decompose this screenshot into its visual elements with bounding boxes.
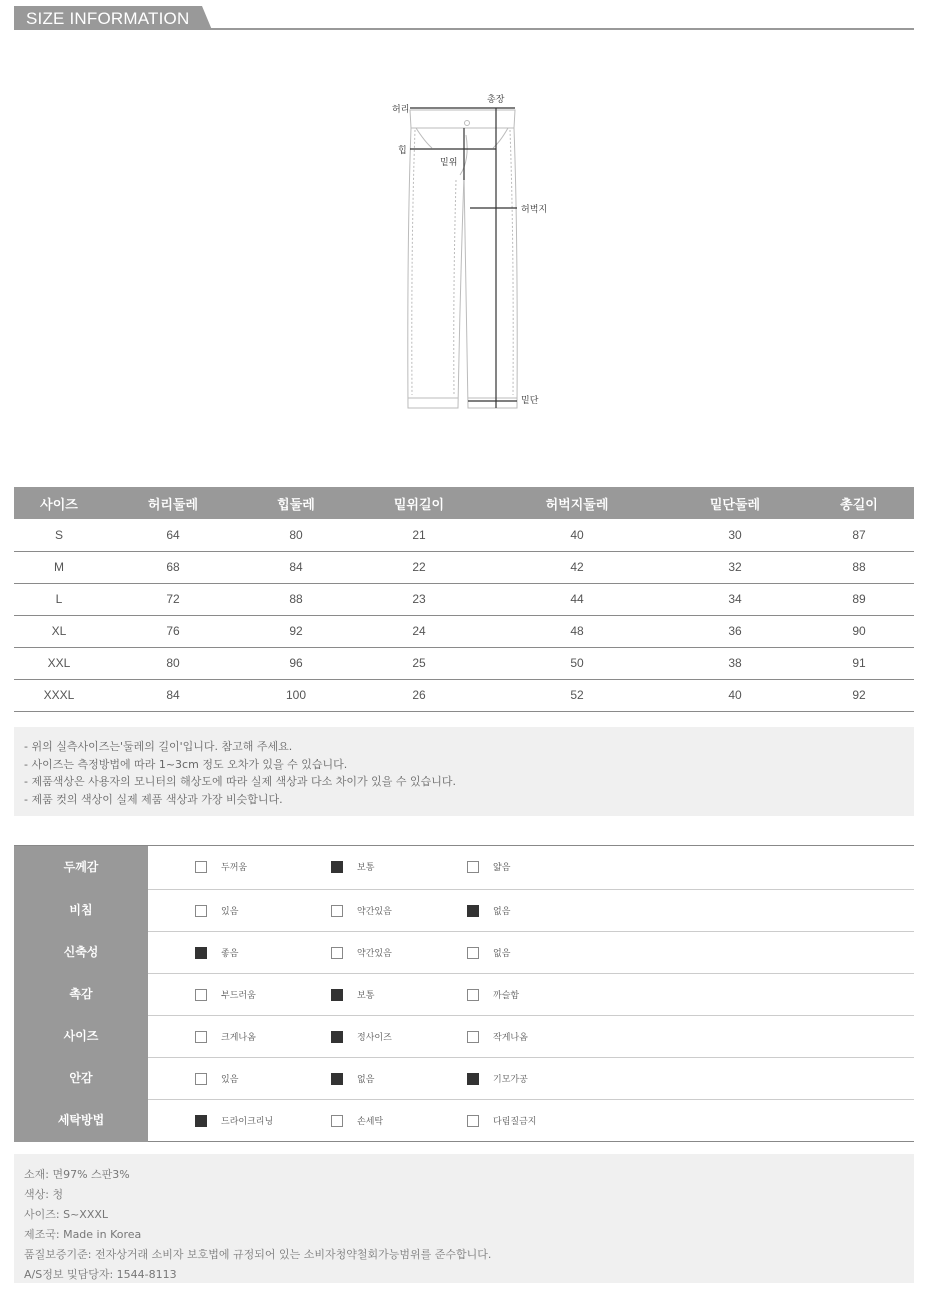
table-cell: 36 <box>666 615 804 647</box>
feature-option <box>195 1114 273 1127</box>
option-label: 작게나옴 <box>493 1033 528 1043</box>
info-origin: 제조국: Made in Korea <box>24 1228 142 1241</box>
table-cell: 80 <box>104 647 242 679</box>
info-warranty: 품질보증기준: 전자상거래 소비자 보호법에 규정되어 있는 소비자청약철회가능범위를 준수합니다. <box>24 1248 492 1261</box>
table-cell: XXXL <box>14 679 104 711</box>
table-cell: 76 <box>104 615 242 647</box>
option-label: 약간있음 <box>357 907 392 917</box>
option-label: 보통 <box>357 991 375 1001</box>
checkbox <box>467 1031 479 1043</box>
total-length-label: 총장 <box>487 95 505 105</box>
table-cell: 26 <box>350 679 488 711</box>
right-leg-shape <box>464 128 517 408</box>
thigh-label: 허벅지 <box>521 205 548 215</box>
option-label: 두꺼움 <box>221 863 248 873</box>
feature-option <box>331 904 392 917</box>
product-info-box <box>14 1154 914 1283</box>
table-cell: 87 <box>804 519 914 551</box>
col-header-rise: 밑위길이 <box>350 487 488 519</box>
note-line: - 제품 컷의 색상이 실제 제품 색상과 가장 비슷합니다. <box>24 792 283 806</box>
checkbox <box>331 1031 343 1043</box>
waistband-shape <box>410 110 515 128</box>
feature-row-sheerness <box>14 889 914 931</box>
feature-option <box>331 1114 383 1127</box>
option-label: 부드러움 <box>221 991 256 1001</box>
option-label: 까슬함 <box>493 991 520 1001</box>
checkbox <box>195 905 207 917</box>
feature-row-texture <box>14 973 914 1015</box>
info-material: 소재: 면97% 스판3% <box>24 1168 130 1181</box>
table-row <box>14 615 914 647</box>
feature-option <box>467 1030 528 1043</box>
feature-option <box>467 946 510 959</box>
option-label: 다림질금지 <box>493 1117 537 1127</box>
table-cell: 91 <box>804 647 914 679</box>
info-color: 색상: 청 <box>24 1188 64 1201</box>
checkbox <box>331 989 343 1001</box>
feature-option <box>467 1114 536 1127</box>
table-cell: S <box>14 519 104 551</box>
feature-label: 사이즈 <box>14 1015 148 1058</box>
feature-option <box>195 860 247 873</box>
rise-label: 밑위 <box>440 158 458 168</box>
feature-option <box>467 1072 528 1085</box>
option-label: 있음 <box>221 1075 239 1085</box>
table-row <box>14 679 914 711</box>
table-cell: 21 <box>350 519 488 551</box>
feature-label: 두께감 <box>14 846 148 889</box>
checkbox <box>195 1073 207 1085</box>
feature-row-fit <box>14 1015 914 1057</box>
table-cell: 30 <box>666 519 804 551</box>
size-table-header-row <box>14 487 914 519</box>
table-cell: 89 <box>804 583 914 615</box>
header-underline <box>14 28 914 30</box>
table-cell: 88 <box>804 551 914 583</box>
feature-option <box>467 860 510 873</box>
table-cell: L <box>14 583 104 615</box>
table-row <box>14 647 914 679</box>
option-label: 보통 <box>357 863 375 873</box>
table-row <box>14 551 914 583</box>
product-features-table <box>14 845 914 1142</box>
checkbox <box>467 1115 479 1127</box>
size-notes-box <box>14 727 914 816</box>
checkbox <box>331 947 343 959</box>
table-row <box>14 519 914 551</box>
table-cell: 90 <box>804 615 914 647</box>
table-cell: 64 <box>104 519 242 551</box>
table-cell: 92 <box>242 615 350 647</box>
option-label: 정사이즈 <box>357 1033 392 1043</box>
table-cell: 40 <box>488 519 666 551</box>
feature-label: 세탁방법 <box>14 1099 148 1142</box>
feature-option <box>467 988 519 1001</box>
table-cell: 40 <box>666 679 804 711</box>
info-sizes: 사이즈: S~XXXL <box>24 1208 109 1221</box>
table-cell: XXL <box>14 647 104 679</box>
table-cell: 42 <box>488 551 666 583</box>
option-label: 크게나옴 <box>221 1033 256 1043</box>
checkbox <box>331 1115 343 1127</box>
feature-label: 안감 <box>14 1057 148 1100</box>
col-header-thigh: 허벅지둘레 <box>488 487 666 519</box>
table-cell: 72 <box>104 583 242 615</box>
feature-label: 비침 <box>14 889 148 932</box>
checkbox <box>467 947 479 959</box>
col-header-size: 사이즈 <box>14 487 104 519</box>
section-title: SIZE INFORMATION <box>26 9 190 28</box>
checkbox <box>467 989 479 1001</box>
table-cell: 48 <box>488 615 666 647</box>
option-label: 드라이크리닝 <box>221 1117 274 1127</box>
col-header-hem: 밑단둘레 <box>666 487 804 519</box>
feature-option <box>195 1030 256 1043</box>
checkbox <box>467 1073 479 1085</box>
pants-measurement-diagram <box>380 90 560 430</box>
checkbox <box>195 1115 207 1127</box>
feature-option <box>195 946 238 959</box>
checkbox <box>195 861 207 873</box>
section-header <box>14 6 914 30</box>
feature-option <box>331 860 374 873</box>
table-cell: 24 <box>350 615 488 647</box>
option-label: 없음 <box>493 949 511 959</box>
table-cell: 32 <box>666 551 804 583</box>
option-label: 좋음 <box>221 949 239 959</box>
checkbox <box>195 989 207 1001</box>
feature-option <box>195 1072 238 1085</box>
table-cell: XL <box>14 615 104 647</box>
table-cell: 92 <box>804 679 914 711</box>
note-line: - 사이즈는 측정방법에 따라 1~3cm 정도 오차가 있을 수 있습니다. <box>24 757 348 771</box>
table-cell: 38 <box>666 647 804 679</box>
table-cell: 50 <box>488 647 666 679</box>
info-as-contact: A/S정보 및담당자: 1544-8113 <box>24 1268 177 1281</box>
table-cell: 100 <box>242 679 350 711</box>
table-cell: 44 <box>488 583 666 615</box>
option-label: 기모가공 <box>493 1075 528 1085</box>
table-cell: 88 <box>242 583 350 615</box>
option-label: 약간있음 <box>357 949 392 959</box>
checkbox <box>331 861 343 873</box>
table-cell: 23 <box>350 583 488 615</box>
table-cell: M <box>14 551 104 583</box>
note-line: - 제품색상은 사용자의 모니터의 해상도에 따라 실제 색상과 다소 차이가 있을 수 있습니다. <box>24 775 456 788</box>
checkbox <box>195 1031 207 1043</box>
feature-option <box>195 988 256 1001</box>
col-header-waist: 허리둘레 <box>104 487 242 519</box>
table-cell: 80 <box>242 519 350 551</box>
size-table <box>14 487 914 712</box>
option-label: 얇음 <box>493 863 511 873</box>
table-row <box>14 583 914 615</box>
feature-label: 신축성 <box>14 931 148 974</box>
feature-option <box>331 988 374 1001</box>
checkbox <box>467 861 479 873</box>
feature-option <box>331 1030 392 1043</box>
checkbox <box>331 1073 343 1085</box>
feature-row-lining <box>14 1057 914 1099</box>
option-label: 없음 <box>357 1075 375 1085</box>
hip-label: 힙 <box>398 146 407 156</box>
option-label: 있음 <box>221 907 239 917</box>
table-cell: 84 <box>104 679 242 711</box>
feature-row-washing <box>14 1099 914 1141</box>
hem-label: 밑단 <box>521 396 539 406</box>
feature-row-stretch <box>14 931 914 973</box>
table-cell: 68 <box>104 551 242 583</box>
feature-option <box>331 946 392 959</box>
table-cell: 84 <box>242 551 350 583</box>
feature-option <box>331 1072 374 1085</box>
left-leg-shape <box>408 128 464 408</box>
table-cell: 25 <box>350 647 488 679</box>
waist-label: 허리 <box>392 105 410 115</box>
checkbox <box>467 905 479 917</box>
feature-option <box>467 904 510 917</box>
note-line: - 위의 실측사이즈는'둘레의 길이'입니다. 참고해 주세요. <box>24 740 293 753</box>
table-cell: 22 <box>350 551 488 583</box>
checkbox <box>331 905 343 917</box>
feature-row-thickness <box>14 846 914 889</box>
checkbox <box>195 947 207 959</box>
col-header-hip: 힙둘레 <box>242 487 350 519</box>
feature-option <box>195 904 238 917</box>
feature-label: 촉감 <box>14 973 148 1016</box>
option-label: 없음 <box>493 907 511 917</box>
option-label: 손세탁 <box>357 1117 384 1127</box>
table-cell: 96 <box>242 647 350 679</box>
table-cell: 52 <box>488 679 666 711</box>
table-cell: 34 <box>666 583 804 615</box>
col-header-length: 총길이 <box>804 487 914 519</box>
